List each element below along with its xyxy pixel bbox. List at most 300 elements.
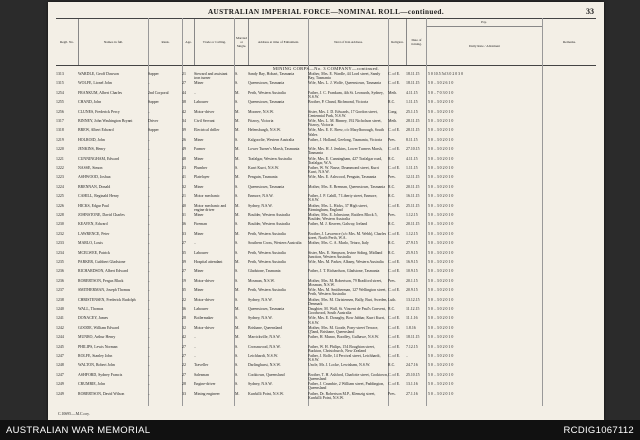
row-pay: 5 0 .. 3 0 2 0 1 0: [428, 363, 454, 368]
row-date: 1.11.15: [406, 166, 418, 170]
row-age: 48: [182, 156, 186, 161]
row-rank: ..: [148, 137, 150, 142]
row-trade: Labourer: [194, 250, 209, 255]
row-trade: ..: [194, 90, 196, 95]
row-age: 27: [182, 354, 186, 358]
row-next-of-kin: Father, J. C. Frankum, 4th St. Leonards, Sydney, N.S.W.: [308, 90, 384, 99]
row-married: M.: [235, 288, 240, 293]
row-next-of-kin: Father, J. P. Cahill, 7 Liberty street, Enmore, N.S.W.: [308, 194, 378, 203]
row-rank: ..: [148, 260, 150, 264]
row-religion: C. of E.: [388, 335, 401, 340]
row-married: M.: [235, 203, 240, 208]
row-date: 16.9.15: [406, 260, 418, 264]
table-row: [56, 128, 596, 136]
row-address: Enmore, N.S.W.: [248, 194, 274, 199]
row-date: ..: [406, 354, 408, 358]
row-next-of-kin: Father, H. Munro, Boodley, Gulhawe, N.S.W.: [308, 335, 380, 340]
row-next-of-kin: Mother, Mrs. M. Goode, Pony-street Terrace, Q'land, Brisbane, Queensland: [308, 325, 379, 334]
row-date: 27.1.16: [406, 391, 418, 396]
row-name: GOODE, William Edward: [78, 325, 120, 330]
row-date: 25.1.15: [406, 109, 418, 114]
row-age: 19: [182, 278, 186, 283]
row-name: ASHWOOD, Joshua: [78, 175, 111, 180]
row-next-of-kin: Brother, T. H. Ashford, Charlotte street, Cooktown, Queensland: [308, 372, 388, 381]
row-regt-no: 1248: [56, 363, 64, 368]
row-married: M.: [235, 391, 240, 396]
row-rank: ..: [148, 156, 150, 161]
row-age: 23: [182, 166, 186, 170]
row-married: S.: [235, 372, 239, 377]
row-religion: C. of E.: [388, 372, 401, 377]
row-next-of-kin: Father, Dr. Robertson M.P., Klemzig street, Kurrkilli Point, N.S.W.: [308, 391, 376, 400]
row-pay: 5 0 .. 3 0 2 0 1 0: [428, 241, 454, 246]
row-rank: ..: [148, 109, 150, 114]
row-pay: 5 0 .. 3 0 2 0 1 0: [428, 307, 454, 311]
table-row: [56, 110, 596, 118]
row-age: 38: [182, 100, 186, 105]
row-pay: 5 0 .. 3 0 2 0 1 0: [428, 100, 454, 105]
row-regt-no: 1245: [56, 344, 64, 349]
row-religion: R.C.: [388, 194, 396, 199]
row-next-of-kin: Wife, Mrs. L. J. Wolfe, Queenstown, Tasmania: [308, 81, 382, 86]
row-rank: ..: [148, 222, 150, 227]
row-next-of-kin: Daughter, M. Wall, St. Vincent de Paul's Convent, Goodwood, South Australia: [308, 307, 386, 316]
row-name: CAHILL, Reginald Henry: [78, 194, 119, 199]
row-religion: C. of E.: [388, 128, 401, 133]
row-regt-no: 1233: [56, 241, 64, 246]
row-rank: ..: [148, 81, 150, 86]
row-regt-no: 1223: [56, 175, 64, 180]
row-trade: Traveller: [194, 363, 209, 368]
row-regt-no: 1219: [56, 137, 64, 142]
row-rank: ..: [148, 184, 150, 189]
row-regt-no: 1313: [56, 72, 64, 76]
row-address: Queenstown, Tasmania: [248, 184, 285, 189]
row-rank: Driver: [148, 119, 159, 123]
row-date: 13.1.16: [406, 382, 418, 387]
table-row: [56, 175, 596, 183]
header-next-of-kin: Next of Kin Address.: [308, 19, 388, 65]
row-trade: Platelayer: [194, 175, 210, 180]
row-married: M.: [235, 128, 240, 133]
row-religion: R.C.: [388, 363, 396, 368]
row-rank: ..: [148, 278, 150, 283]
row-married: S.: [235, 81, 239, 86]
row-religion: C. of E.: [388, 354, 401, 358]
row-next-of-kin: Mother, Mrs. M. Christensen, Bally, Bart, Sweden, Denmark: [308, 297, 388, 306]
row-married: S.: [235, 184, 239, 189]
row-name: WALTON, Robert John: [78, 363, 115, 368]
header-trade: Trade or Calling.: [194, 19, 234, 65]
row-regt-no: 1255: [56, 100, 64, 105]
row-date: 18.11.15: [406, 335, 420, 340]
row-name: CHRISTENSEN, Frederick Rudolph: [78, 297, 136, 302]
row-pay: 5 0 .. 3 0 2 0 1 0: [428, 231, 454, 236]
row-pay: 5 0 .. 3 0 2 0 1 0: [428, 203, 454, 208]
header-name: Names in full.: [78, 19, 148, 65]
row-pay: 5 0 .. 3 0 2 0 1 0: [428, 382, 454, 387]
row-married: S.: [235, 72, 239, 76]
row-religion: C. of E.: [388, 260, 401, 264]
table-row: [56, 138, 596, 146]
table-row: [56, 232, 596, 240]
row-pay: 5 0 .. 3 0 2 0 1 0: [428, 316, 454, 321]
row-name: BRENNAN, Donald: [78, 184, 111, 189]
row-pay: 5 0 .. 3 0 2 0 1 0: [428, 128, 454, 133]
row-address: Kurri Kurri, N.S.W.: [248, 166, 279, 170]
row-married: M.: [235, 260, 240, 264]
row-date: 25.9.15: [406, 250, 418, 255]
row-next-of-kin: Wife, Mrs. E. Cunningham, 427 Trafalgar road, Trafalgar, W.A.: [308, 156, 383, 165]
row-age: 44: [182, 90, 186, 95]
row-religion: Cong.: [388, 109, 398, 114]
row-married: S.: [235, 194, 239, 199]
row-name: CHAND, John: [78, 100, 102, 105]
row-pay: 5 0 .. 3 0 2 0 1 0: [428, 147, 454, 152]
table-row: [56, 72, 596, 80]
table-row: [56, 335, 596, 343]
row-married: M.: [235, 307, 240, 311]
row-address: Sydney, N.S.W.: [248, 316, 273, 321]
row-pay: 5 0 .. 3 0 2 0 1 0: [428, 213, 454, 217]
row-trade: Motor-driver: [194, 278, 215, 283]
row-address: Cooktown, Queensland: [248, 372, 285, 377]
table-row: [56, 279, 596, 287]
header-married: Married or Single.: [234, 19, 248, 65]
row-rank: Sapper: [148, 72, 159, 76]
table-row: [56, 81, 596, 89]
row-next-of-kin: Sister, Mrs. J. D. Edwards, 17 Gordon street, Centennial Park, N.S.W.: [308, 109, 378, 118]
row-name: CLUNES, Frederick Percy: [78, 109, 120, 114]
row-date: 8.11.15: [406, 137, 418, 142]
row-trade: Farmer: [194, 147, 206, 152]
table-row: [56, 100, 596, 108]
row-age: 27: [182, 344, 186, 349]
row-address: Crossnwood, N.S.W.: [248, 344, 281, 349]
row-address: Queenstown, Tasmania: [248, 307, 285, 311]
row-age: 41: [182, 175, 186, 180]
row-address: Perth, Western Australia: [248, 250, 286, 255]
row-religion: Pres.: [388, 175, 396, 180]
row-date: 24.7.16: [406, 363, 418, 368]
row-address: Helensburgh, N.S.W.: [248, 128, 281, 133]
row-age: 39: [182, 128, 186, 133]
table-row: [56, 194, 596, 202]
row-next-of-kin: Uncle, Mr. J. Locke, Lewisham, N.S.W.: [308, 363, 371, 368]
row-date: 27.9.15: [406, 241, 418, 246]
row-age: 33: [182, 231, 186, 236]
header-religion: Religion.: [388, 19, 406, 65]
row-name: ROLFE, Stanley John: [78, 354, 113, 358]
row-married: M.: [235, 175, 240, 180]
row-address: Perth, Western Australia: [248, 231, 286, 236]
row-address: Kalgoorlie, Western Australia: [248, 137, 295, 142]
row-rank: 2nd Corporal: [148, 90, 169, 95]
table-row: [56, 91, 596, 99]
table-row: [56, 166, 596, 174]
row-address: Mosman, N.S.W.: [248, 278, 275, 283]
header-age: Age.: [182, 19, 194, 65]
row-name: LAWRENCE, Peter: [78, 231, 110, 236]
table-row: [56, 288, 596, 296]
roll-page: [48, 2, 604, 420]
row-trade: Motor-driver: [194, 325, 215, 330]
row-date: 25.11.15: [406, 203, 420, 208]
row-name: BINNEY, John Washington Bryant: [78, 119, 133, 123]
row-married: S.: [235, 166, 239, 170]
row-regt-no: 1240: [56, 307, 64, 311]
row-address: Gladstone, Tasmania: [248, 269, 281, 274]
row-religion: R.C.: [388, 100, 396, 105]
row-trade: Miner: [194, 156, 204, 161]
row-trade: Motor-driver: [194, 109, 215, 114]
row-next-of-kin: Father, W. H. Philips, 154 Boughton street, Buckton, Christchurch, New Zealand: [308, 344, 375, 353]
table-row: [56, 251, 596, 259]
row-religion: Pres.: [388, 137, 396, 142]
row-married: S.: [235, 100, 239, 105]
row-trade: ..: [194, 344, 196, 349]
table-row: [56, 363, 596, 371]
row-trade: Motor-driver: [194, 297, 215, 302]
row-address: Sydney, N.S.W.: [248, 297, 273, 302]
row-address: Brisbane, Queensland: [248, 325, 283, 330]
row-regt-no: 1234: [56, 250, 64, 255]
row-date: 16.11.15: [406, 194, 420, 199]
row-trade: Miner: [194, 213, 204, 217]
row-date: 1.12.15: [406, 213, 418, 217]
row-pay: 5 0 .. 3 0 2 0 1 0: [428, 372, 454, 377]
row-trade: Miner: [194, 137, 204, 142]
row-trade: Salesman: [194, 372, 209, 377]
row-rank: ..: [148, 166, 150, 170]
row-pay: 5 0 .. 3 0 2 0 1 0: [428, 297, 454, 302]
row-religion: R.C.: [388, 184, 396, 189]
row-age: 22: [182, 363, 186, 368]
row-trade: Plumber: [194, 166, 208, 170]
row-age: 27: [182, 372, 186, 377]
row-next-of-kin: Wife, Mrs. E. E. Brew, c/o Marylborough, South Wales: [308, 128, 384, 137]
row-date: 10.9.15: [406, 269, 418, 274]
row-religion: Pres.: [388, 391, 396, 396]
row-regt-no: 1241: [56, 316, 64, 321]
row-date: 25.10.15: [406, 372, 420, 377]
row-next-of-kin: Father, J. Rolfe, 14 Percival street, Leichhardt, N.S.W.: [308, 354, 381, 363]
row-name: FRANKUM, Albert Charles: [78, 90, 122, 95]
row-rank: ..: [148, 194, 150, 199]
row-religion: C. of E.: [388, 72, 401, 76]
row-age: 42: [182, 109, 186, 114]
row-religion: C. of E.: [388, 382, 401, 387]
row-address: Fitzroy, Victoria: [248, 119, 274, 123]
row-age: 36: [182, 307, 186, 311]
row-married: S.: [235, 250, 239, 255]
row-name: MUNRO, Arthur Henry: [78, 335, 116, 340]
row-address: Moonee, N.S.W.: [248, 109, 274, 114]
row-name: MCELWEE, Patrick: [78, 250, 110, 255]
row-married: S.: [235, 354, 239, 358]
row-name: WARDLE, Geoff Dawson: [78, 72, 119, 76]
row-name: ASHFORD, Sydney Francis: [78, 372, 123, 377]
row-address: Boulder, Western Australia: [248, 213, 290, 217]
row-religion: C. of E.: [388, 166, 401, 170]
row-religion: C. of E.: [388, 344, 401, 349]
row-name: CUNNINGHAM, Edward: [78, 156, 120, 161]
row-regt-no: 1221: [56, 156, 64, 161]
row-date: 20.9.15: [406, 288, 418, 293]
row-rank: ..: [148, 344, 150, 349]
row-religion: C. of E.: [388, 316, 401, 321]
row-regt-no: 1222: [56, 166, 64, 170]
header-rank: Rank.: [148, 19, 182, 65]
row-next-of-kin: Brother, J. Lawrence (c/o Mrs. M. Webb), Charles street, North Perth, W.A.: [308, 231, 387, 240]
row-address: Marrickville, N.S.W.: [248, 335, 281, 340]
header-pay-span: Pay.: [426, 19, 542, 27]
row-address: Queenstown, Tasmania: [248, 100, 285, 105]
row-trade: ..: [194, 335, 196, 340]
row-rank: ..: [148, 213, 150, 217]
row-married: S.: [235, 316, 239, 321]
row-regt-no: 1317: [56, 119, 64, 123]
row-date: 18.11.15: [406, 72, 420, 76]
row-age: 40: [182, 203, 186, 208]
row-rank: ..: [148, 297, 150, 302]
row-name: KEAVEN, Edward: [78, 222, 108, 227]
row-address: Perth, Western Australia: [248, 288, 286, 293]
row-married: M.: [235, 325, 240, 330]
row-rank: ..: [148, 269, 150, 274]
row-next-of-kin: Mother, Mrs. M. Robertson, 79 Bradford street, Mosman, N.S.W.: [308, 278, 383, 287]
row-pay: 5 0 .. 3 0 2 0 1 0: [428, 166, 454, 170]
table-row: [56, 345, 596, 353]
row-rank: ..: [148, 316, 150, 321]
row-name: JOHNSTONE, David Charles: [78, 213, 125, 217]
row-next-of-kin: Mother, Mrs. E. Wardle, 44 Lord street, Sandy Bay, Tasmania: [308, 72, 381, 81]
row-next-of-kin: Wife, Mrs. E. Donaghy, Bow Jabbar, Kurri Kurri, N.S.W.: [308, 316, 386, 325]
row-pay: 5 0 .. 3 0 2 0 1 0: [428, 260, 454, 264]
row-age: 33: [182, 391, 186, 396]
printer-footnote: C.10695.—M.C.coy.: [58, 412, 90, 416]
row-trade: Labourer: [194, 100, 209, 105]
row-trade: Labourer: [194, 307, 209, 311]
row-age: 39: [182, 260, 186, 264]
row-rank: ..: [148, 307, 150, 311]
row-name: WOLFE, Lionel John: [78, 81, 112, 86]
row-married: S.: [235, 241, 239, 246]
row-religion: C. of E.: [388, 288, 401, 293]
row-pay: 5 0 .. 3 0 2 0 1 0: [428, 269, 454, 274]
row-next-of-kin: Mother, Mrs. E. Johnstone, Rattlers Block 5, Boulder, Western Australia: [308, 213, 378, 222]
row-name: CRUMBIE, John: [78, 382, 106, 387]
row-married: S.: [235, 363, 239, 368]
row-name: JENKINS, Henry: [78, 147, 106, 152]
row-regt-no: 1318: [56, 128, 64, 133]
row-date: 1.8.16: [406, 325, 416, 330]
section-title: MINING CORPS—No. 3 COMPANY—continued.: [272, 66, 380, 71]
row-rank: ..: [148, 391, 150, 396]
caption-bar: [0, 420, 640, 440]
row-married: M.: [235, 156, 240, 161]
row-trade: Boilermaker: [194, 316, 214, 321]
row-age: 42: [182, 335, 186, 340]
row-age: 31: [182, 213, 186, 217]
row-next-of-kin: Wife, Mrs. H. J. Jenkins, Lower Turners Marsh, Tasmania: [308, 147, 383, 156]
row-married: M.: [235, 109, 240, 114]
row-date: 18.11.15: [406, 81, 420, 86]
row-regt-no: 1224: [56, 184, 64, 189]
row-address: Perth, Western Australia: [248, 90, 286, 95]
table-row: [56, 204, 596, 212]
row-rank: ..: [148, 354, 150, 358]
row-name: WALL, Thomas: [78, 307, 104, 311]
row-rank: ..: [148, 175, 150, 180]
table-row: [56, 373, 596, 381]
row-next-of-kin: Mother, Mrs. C. A. Marlo, Tetaro, Italy: [308, 241, 369, 246]
row-pay: 5 0 .. 3 0 2 0 1 0: [428, 250, 454, 255]
table-row: [56, 147, 596, 155]
row-regt-no: 1236: [56, 278, 64, 283]
row-date: 20.11.15: [406, 222, 420, 227]
row-age: 34: [182, 119, 186, 123]
row-pay: 5 0 .. 7 0 3 0 1 0: [428, 90, 454, 95]
row-regt-no: 1254: [56, 90, 64, 95]
row-age: 27: [182, 269, 186, 274]
row-date: 27.10.15: [406, 147, 420, 152]
row-age: 21: [182, 72, 186, 76]
row-rank: ..: [148, 325, 150, 330]
row-age: 27: [182, 241, 186, 246]
row-address: Kurrkilli Point, N.S.W.: [248, 391, 284, 396]
row-address: Trafalgar, Western Australia: [248, 156, 292, 161]
row-address: Sydney, N.S.W.: [248, 382, 273, 387]
header-pay: Daily Rate / Allotment: [426, 19, 542, 65]
row-name: ROBERTSON, David Wilson: [78, 391, 125, 396]
row-married: M.: [235, 147, 240, 152]
row-regt-no: 1247: [56, 372, 64, 377]
row-name: NASSE, Simon: [78, 166, 103, 170]
row-age: 32: [182, 184, 186, 189]
row-pay: 5 0 .. 3 0 2 0 1 0: [428, 344, 454, 349]
row-date: 7.12.15: [406, 344, 418, 349]
row-rank: ..: [148, 241, 150, 246]
row-pay: 5 0 .. 3 0 2 0 1 0: [428, 119, 454, 123]
row-address: Sandy Bay, Hobart, Tasmania: [248, 72, 295, 76]
row-rank: ..: [148, 372, 150, 377]
row-date: 28.11.15: [406, 128, 420, 133]
row-age: 32: [182, 325, 186, 330]
row-regt-no: 1247: [56, 354, 64, 358]
row-religion: Meth.: [388, 119, 398, 123]
row-regt-no: 1244: [56, 335, 64, 340]
row-next-of-kin: Wife, Mrs. E. Ashwood, Penguin, Tasmania: [308, 175, 377, 180]
table-row: [56, 213, 596, 221]
row-pay: 5 0 .. 3 0 2 0 1 0: [428, 354, 454, 358]
row-age: 36: [182, 222, 186, 227]
row-rank: ..: [148, 382, 150, 387]
row-pay: 5 0 .. 3 0 2 0 1 0: [428, 278, 454, 283]
table-row: [56, 316, 596, 324]
row-pay: 5 0 .. 3 0 2 0 1 0: [428, 288, 454, 293]
row-age: 26: [182, 137, 186, 142]
row-religion: Pres.: [388, 278, 396, 283]
row-address: Penguin, Tasmania: [248, 175, 278, 180]
row-date: 28.11.15: [406, 119, 420, 123]
row-pay: 5 0 .. 3 0 2 0 1 0: [428, 335, 454, 340]
table-row: [56, 222, 596, 230]
row-religion: Luth.: [388, 297, 397, 302]
row-rank: Sapper: [148, 100, 159, 105]
row-regt-no: 1225: [56, 194, 64, 199]
row-trade: ..: [194, 241, 196, 246]
